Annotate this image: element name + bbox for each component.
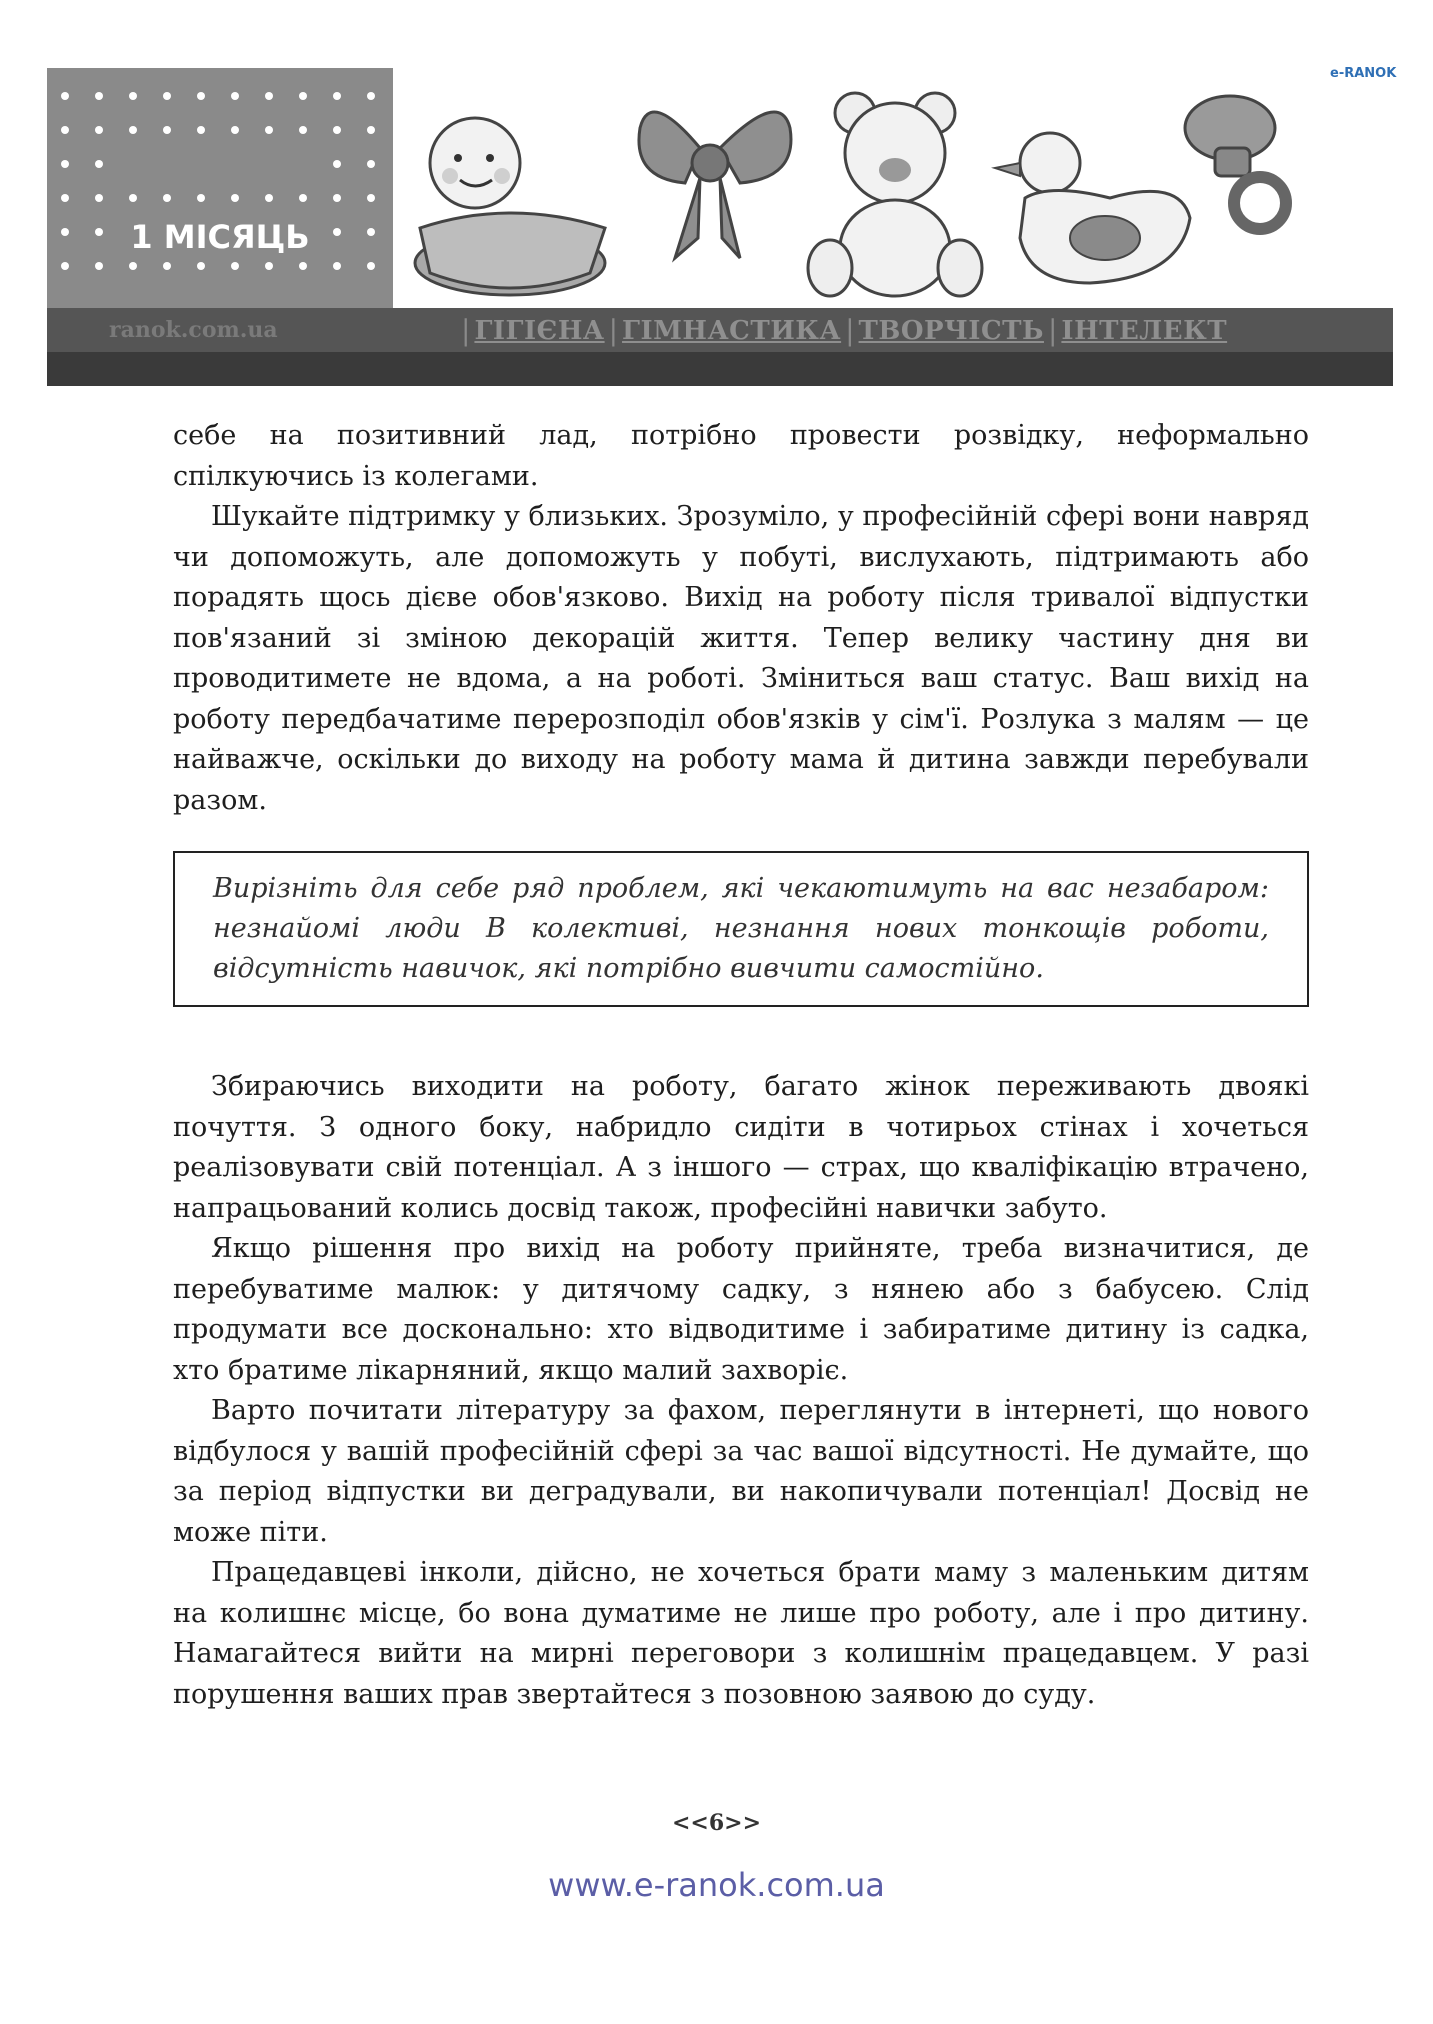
dot <box>95 262 103 270</box>
dot <box>163 92 171 100</box>
month-header-box <box>47 68 393 308</box>
dot <box>61 126 69 134</box>
teddy-bear-icon <box>808 93 982 296</box>
dot <box>265 194 273 202</box>
dot <box>299 262 307 270</box>
paragraph: Якщо рішення про вихід на роботу прийняте, треба визначитися, де перебуватиме малюк: у дитячому садку, з нянею або з бабусею. Слід продумати все досконально: хто відводитиме і забиратиме дитину із садка, хто братиме лікарняний, якщо малий захворіє. <box>173 1233 1309 1386</box>
tab-creativity[interactable]: ТВОРЧІСТЬ <box>858 315 1044 346</box>
dot <box>129 262 137 270</box>
dot <box>231 126 239 134</box>
dot <box>231 194 239 202</box>
dot <box>333 92 341 100</box>
dot-pattern <box>47 68 393 308</box>
bow-icon <box>639 112 791 258</box>
dot <box>61 160 69 168</box>
site-label: ranok.com.ua <box>109 317 278 343</box>
dot <box>299 194 307 202</box>
dot <box>61 194 69 202</box>
dot <box>197 126 205 134</box>
baby-in-basin-icon <box>415 118 605 295</box>
pacifier-icon <box>1185 96 1286 229</box>
dot <box>129 92 137 100</box>
dot <box>367 262 375 270</box>
dot <box>265 126 273 134</box>
dot <box>231 262 239 270</box>
footer-url[interactable]: www.e-ranok.com.ua <box>548 1866 885 1904</box>
dot <box>265 92 273 100</box>
month-label-text: 1 МІСЯЦЬ <box>116 218 323 256</box>
article-body <box>173 416 1309 1715</box>
rubber-duck-icon <box>995 133 1190 283</box>
dot <box>95 194 103 202</box>
dot <box>197 92 205 100</box>
dot <box>129 126 137 134</box>
dot <box>333 126 341 134</box>
paragraph: себе на позитивний лад, потрібно провести розвідку, неформально спілкуючись із колегами. <box>173 420 1309 492</box>
dot <box>299 126 307 134</box>
paragraph: Варто почитати літературу за фахом, переглянути в інтернеті, що нового відбулося у вашій професійній сфері за час вашої відсутності. Не думайте, що за період відпустки ви деградували, ви накопичували потенціал! Досвід не може піти. <box>173 1395 1309 1548</box>
dot <box>163 126 171 134</box>
baby-toys-illustration <box>410 88 1310 298</box>
dot <box>95 126 103 134</box>
tab-gymnastics[interactable]: ГІМНАСТИКА <box>622 315 842 346</box>
dot <box>367 160 375 168</box>
dot <box>333 194 341 202</box>
dot <box>333 160 341 168</box>
paragraph: Збираючись виходити на роботу, багато жінок переживають двоякі почуття. З одного боку, набридло сидіти в чотирьох стінах і хочеться реалізовувати свій потенціал. А з іншого — страх, що кваліфікацію втрачено, напрацьований колись досвід також, професійні навички забуто. <box>173 1071 1309 1224</box>
dot <box>95 160 103 168</box>
section-nav-band <box>47 308 1393 386</box>
dot <box>61 92 69 100</box>
dot <box>61 262 69 270</box>
dot <box>163 262 171 270</box>
paragraph: Шукайте підтримку у близьких. Зрозуміло, у професійній сфері вони навряд чи допоможуть, але допоможуть у побуті, вислухають, підтримають або порадять щось дієве обов'язково. Вихід на роботу після тривалої відпустки пов'язаний зі зміною декорацій життя. Тепер велику частину дня ви проводитимете не вдома, а на роботі. Зміниться ваш статус. Ваш вихід на роботу передбачатиме перерозподіл обов'язків у сім'ї. Розлука з малям — це найважче, оскільки до виходу на роботу мама й дитина завжди перебували разом. <box>173 501 1309 816</box>
dot <box>265 262 273 270</box>
section-tabs: | ГІГІЄНА | ГІМНАСТИКА | ТВОРЧІСТЬ | ІНТЕЛЕКТ <box>461 314 1228 347</box>
dot <box>197 194 205 202</box>
dot <box>197 262 205 270</box>
dot <box>163 194 171 202</box>
dot <box>231 92 239 100</box>
page-number: <<6>> <box>671 1810 762 1836</box>
tab-intellect[interactable]: ІНТЕЛЕКТ <box>1061 315 1228 346</box>
dot <box>333 262 341 270</box>
dot <box>129 194 137 202</box>
paragraph: Працедавцеві інколи, дійсно, не хочеться брати маму з маленьким дитям на колишнє місце, бо вона думатиме не лише про роботу, але і про дитину. Намагайтеся вийти на мирні переговори з колишнім працедавцем. У разі порушення ваших прав звертайтеся з позовною заявою до суду. <box>173 1557 1309 1710</box>
publisher-logo: e-RANOK <box>1330 66 1397 81</box>
tab-hygiene[interactable]: ГІГІЄНА <box>474 315 605 346</box>
dot <box>299 92 307 100</box>
dot <box>367 92 375 100</box>
dot <box>367 126 375 134</box>
tip-box: Вирізніть для себе ряд проблем, які чекаютимуть на вас незабаром: незнайомі люди В колективі, незнання нових тонкощів роботи, відсутність навичок, які потрібно вивчити самостійно. <box>173 851 1309 1007</box>
dot <box>367 194 375 202</box>
month-label <box>47 218 393 256</box>
dot <box>95 92 103 100</box>
